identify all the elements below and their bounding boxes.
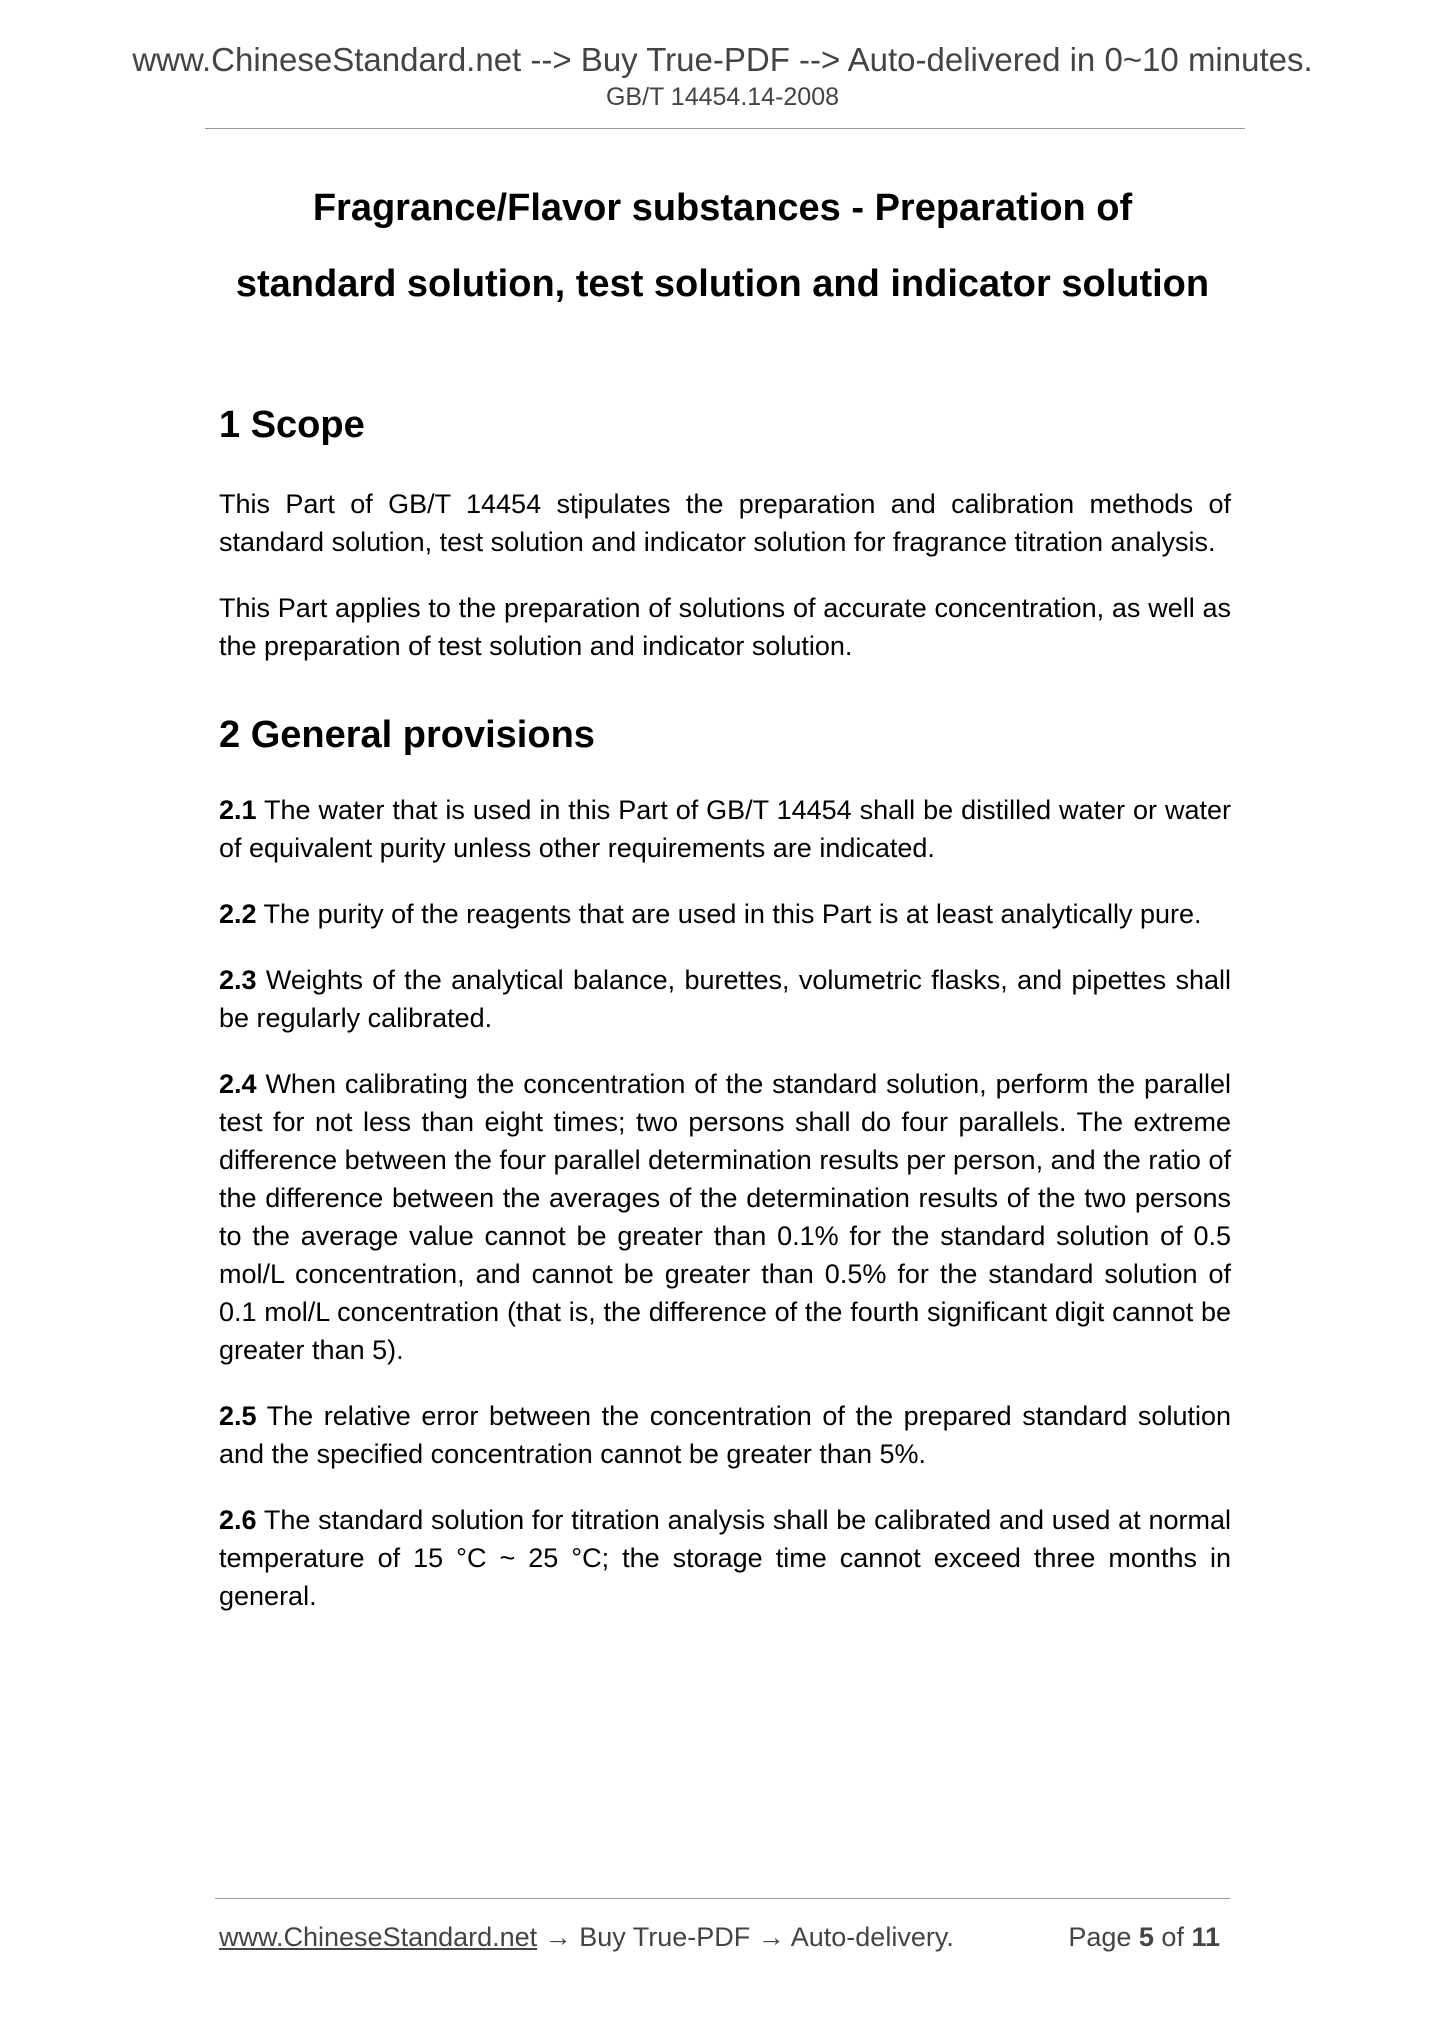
header-banner: www.ChineseStandard.net --> Buy True-PDF --> Auto-delivered in 0~10 minutes. bbox=[132, 41, 1313, 78]
clause-number: 2.6 bbox=[219, 1505, 257, 1535]
page-indicator bbox=[1068, 1920, 1220, 1954]
clause-number: 2.3 bbox=[219, 965, 257, 995]
clause-2-3 bbox=[219, 961, 1231, 1037]
title-line-2: standard solution, test solution and indicator solution bbox=[235, 263, 1210, 305]
scope-paragraph: This Part applies to the preparation of solutions of accurate concentration, as well as the preparation of test solution and indicator solution. bbox=[219, 593, 1231, 661]
page-total: 11 bbox=[1191, 1922, 1220, 1952]
clause-number: 2.5 bbox=[219, 1401, 257, 1431]
section-heading-general-provisions: 2 General provisions bbox=[219, 714, 595, 756]
clause-text: The standard solution for titration analysis shall be calibrated and used at normal temperature of 15 °C ~ 25 °C; the storage time cannot exceed three months in general. bbox=[219, 1505, 1231, 1611]
clause-text: The purity of the reagents that are used in this Part is at least analytically pure. bbox=[256, 899, 1202, 929]
of-label: of bbox=[1153, 1922, 1192, 1952]
clause-text: The relative error between the concentration of the prepared standard solution and the specified concentration cannot be greater than 5%. bbox=[219, 1401, 1231, 1469]
footer-delivery-text: → Auto-delivery. bbox=[757, 1922, 954, 1952]
clause-text: When calibrating the concentration of the standard solution, perform the parallel test for not less than eight times; two persons shall do four parallels. The extreme difference between the four parallel determination results per person, and the ratio of the difference between the averages of the determination results of the two persons to the average value cannot be greater than 0.1% for the standard solution of 0.5 mol/L concentration, and cannot be greater than 0.5% for the standard solution of 0.1 mol/L concentration (that is, the difference of the fourth significant digit cannot be greater than 5). bbox=[219, 1069, 1231, 1365]
clause-text: Weights of the analytical balance, burettes, volumetric flasks, and pipettes shall be regularly calibrated. bbox=[219, 965, 1231, 1033]
document-title bbox=[0, 170, 1445, 322]
scope-paragraph: This Part of GB/T 14454 stipulates the preparation and calibration methods of standard solution, test solution and indicator solution for fragrance titration analysis. bbox=[219, 489, 1231, 557]
page-number: 5 bbox=[1138, 1922, 1154, 1952]
footer-promo bbox=[219, 1920, 954, 1954]
clause-number: 2.2 bbox=[219, 899, 257, 929]
footer-buy-text: → Buy True-PDF bbox=[537, 1922, 758, 1952]
document-code: GB/T 14454.14-2008 bbox=[605, 83, 840, 111]
document-body bbox=[219, 395, 1231, 1643]
clause-2-6 bbox=[219, 1501, 1231, 1615]
clause-number: 2.1 bbox=[219, 795, 257, 825]
footer-site-link[interactable]: www.ChineseStandard.net bbox=[219, 1922, 538, 1952]
clause-2-4 bbox=[219, 1065, 1231, 1369]
header-divider bbox=[205, 128, 1245, 129]
clause-2-2 bbox=[219, 895, 1231, 933]
clause-number: 2.4 bbox=[219, 1069, 257, 1099]
page-label: Page bbox=[1068, 1922, 1139, 1952]
title-line-1: Fragrance/Flavor substances - Preparation of bbox=[312, 187, 1133, 229]
clause-text: The water that is used in this Part of GB/T 14454 shall be distilled water or water of equivalent purity unless other requirements are indicated. bbox=[219, 795, 1231, 863]
footer-divider bbox=[215, 1898, 1230, 1899]
section-heading-scope: 1 Scope bbox=[219, 404, 365, 446]
clause-2-5 bbox=[219, 1397, 1231, 1473]
clause-2-1 bbox=[219, 791, 1231, 867]
